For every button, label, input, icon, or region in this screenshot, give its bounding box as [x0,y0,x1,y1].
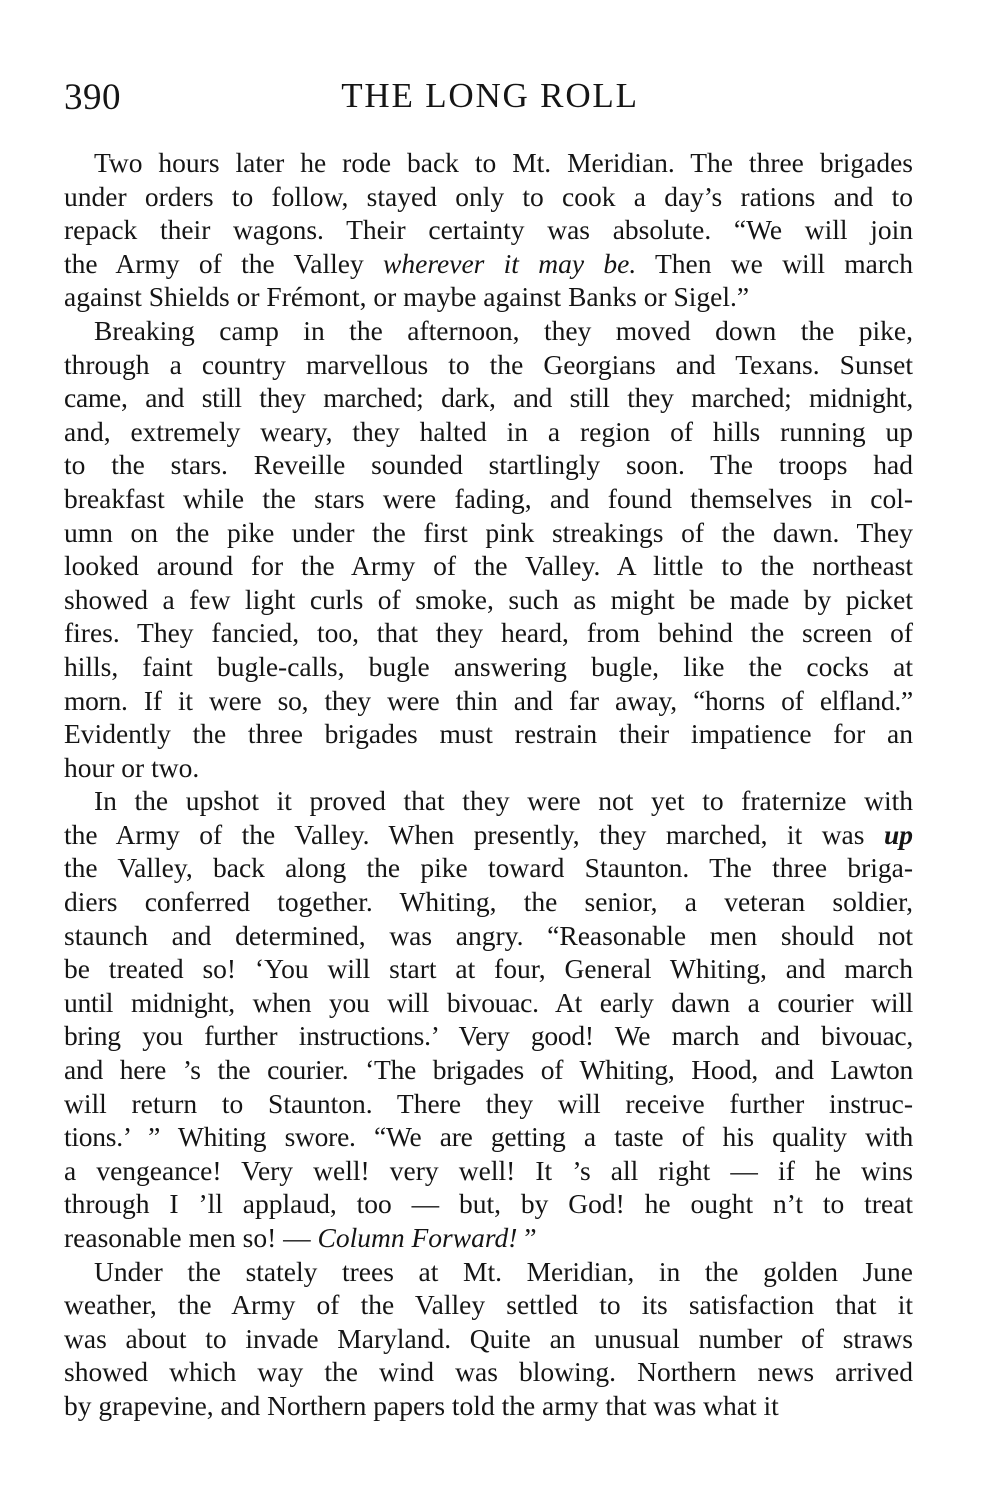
text-line: tions.’ ” Whiting swore. “We are getting a taste of his quality with [64,1121,913,1153]
text-line: to the stars. Reveille sounded startlingly soon. The troops had [64,449,913,481]
running-head: THE LONG ROLL [341,76,639,115]
text-line: was about to invade Maryland. Quite an unusual number of straws [64,1322,913,1354]
text-line: diers conferred together. Whiting, the senior, a veteran soldier, [64,886,913,918]
text-line: a vengeance! Very well! very well! It ’s all right — if he wins [64,1154,913,1186]
paragraph-3 [64,784,913,1254]
text-line: will return to Staunton. There they will receive further instruc- [64,1087,913,1119]
text-run: ” [517,1222,537,1253]
text-line: looked around for the Army of the Valley. A little to the northeast [64,550,913,582]
paragraph-2 [64,314,913,784]
text-line: hills, faint bugle-calls, bugle answering bugle, like the cocks at [64,650,913,682]
text-line: and, extremely weary, they halted in a region of hills running up [64,415,913,447]
text-line: umn on the pike under the first pink streakings of the dawn. They [64,516,913,548]
paragraph-1 [64,146,913,314]
text-line: Under the stately trees at Mt. Meridian, in the golden June [94,1255,913,1287]
text-line: Two hours later he rode back to Mt. Meridian. The three brigades [94,147,913,178]
text-line: showed a few light curls of smoke, such as might be made by picket [64,583,913,615]
body-text [64,146,913,1423]
italic-text: Column Forward! [317,1222,518,1253]
emphasis-text: up [883,818,913,850]
text-run: Then we will march [636,247,913,279]
text-line: through a country marvellous to the Georgians and Texans. Sunset [64,348,913,380]
text-run: the Army of the Valley. When presently, they marched, it was [64,818,884,850]
text-line: weather, the Army of the Valley settled to its satisfaction that it [64,1289,913,1321]
text-line: Breaking camp in the afternoon, they moved down the pike, [94,314,913,346]
italic-text: wherever it may be. [383,247,637,279]
text-line: fires. They fancied, too, that they heard, from behind the screen of [64,617,913,649]
text-line [64,247,913,281]
text-line: came, and still they marched; dark, and still they marched; midnight, [64,382,913,414]
text-line: against Shields or Frémont, or maybe against Banks or Sigel.” [64,281,750,313]
text-line: under orders to follow, stayed only to cook a day’s rations and to [64,180,913,212]
text-run: reasonable men so! — [64,1222,318,1253]
text-line: staunch and determined, was angry. “Reasonable men should not [64,919,913,951]
text-line: until midnight, when you will bivouac. At early dawn a courier will [64,986,913,1018]
text-line: be treated so! ‘You will start at four, General Whiting, and march [64,953,913,985]
text-line: hour or two. [64,751,200,783]
text-line: and here ’s the courier. ‘The brigades of Whiting, Hood, and Lawton [64,1054,913,1086]
text-line [64,1221,913,1255]
text-line: breakfast while the stars were fading, and found themselves in col- [64,482,913,514]
text-line: by grapevine, and Northern papers told the army that was what it [64,1389,779,1421]
text-line: Evidently the three brigades must restrain their impatience for an [64,718,913,750]
text-line: repack their wagons. Their certainty was absolute. “We will join [64,214,913,246]
text-line: the Valley, back along the pike toward Staunton. The three briga- [64,852,913,884]
paragraph-4 [64,1255,913,1423]
page-number: 390 [64,77,121,118]
text-line: through I ’ll applaud, too — but, by God! he ought n’t to treat [64,1188,913,1220]
text-line: morn. If it were so, they were thin and far away, “horns of elfland.” [64,684,913,716]
text-line: In the upshot it proved that they were not yet to fraternize with [94,785,913,817]
text-line [64,818,913,852]
text-line: bring you further instructions.’ Very good! We march and bivouac, [64,1020,913,1052]
text-line: showed which way the wind was blowing. Northern news arrived [64,1356,913,1388]
text-run: the Army of the Valley [64,247,384,279]
